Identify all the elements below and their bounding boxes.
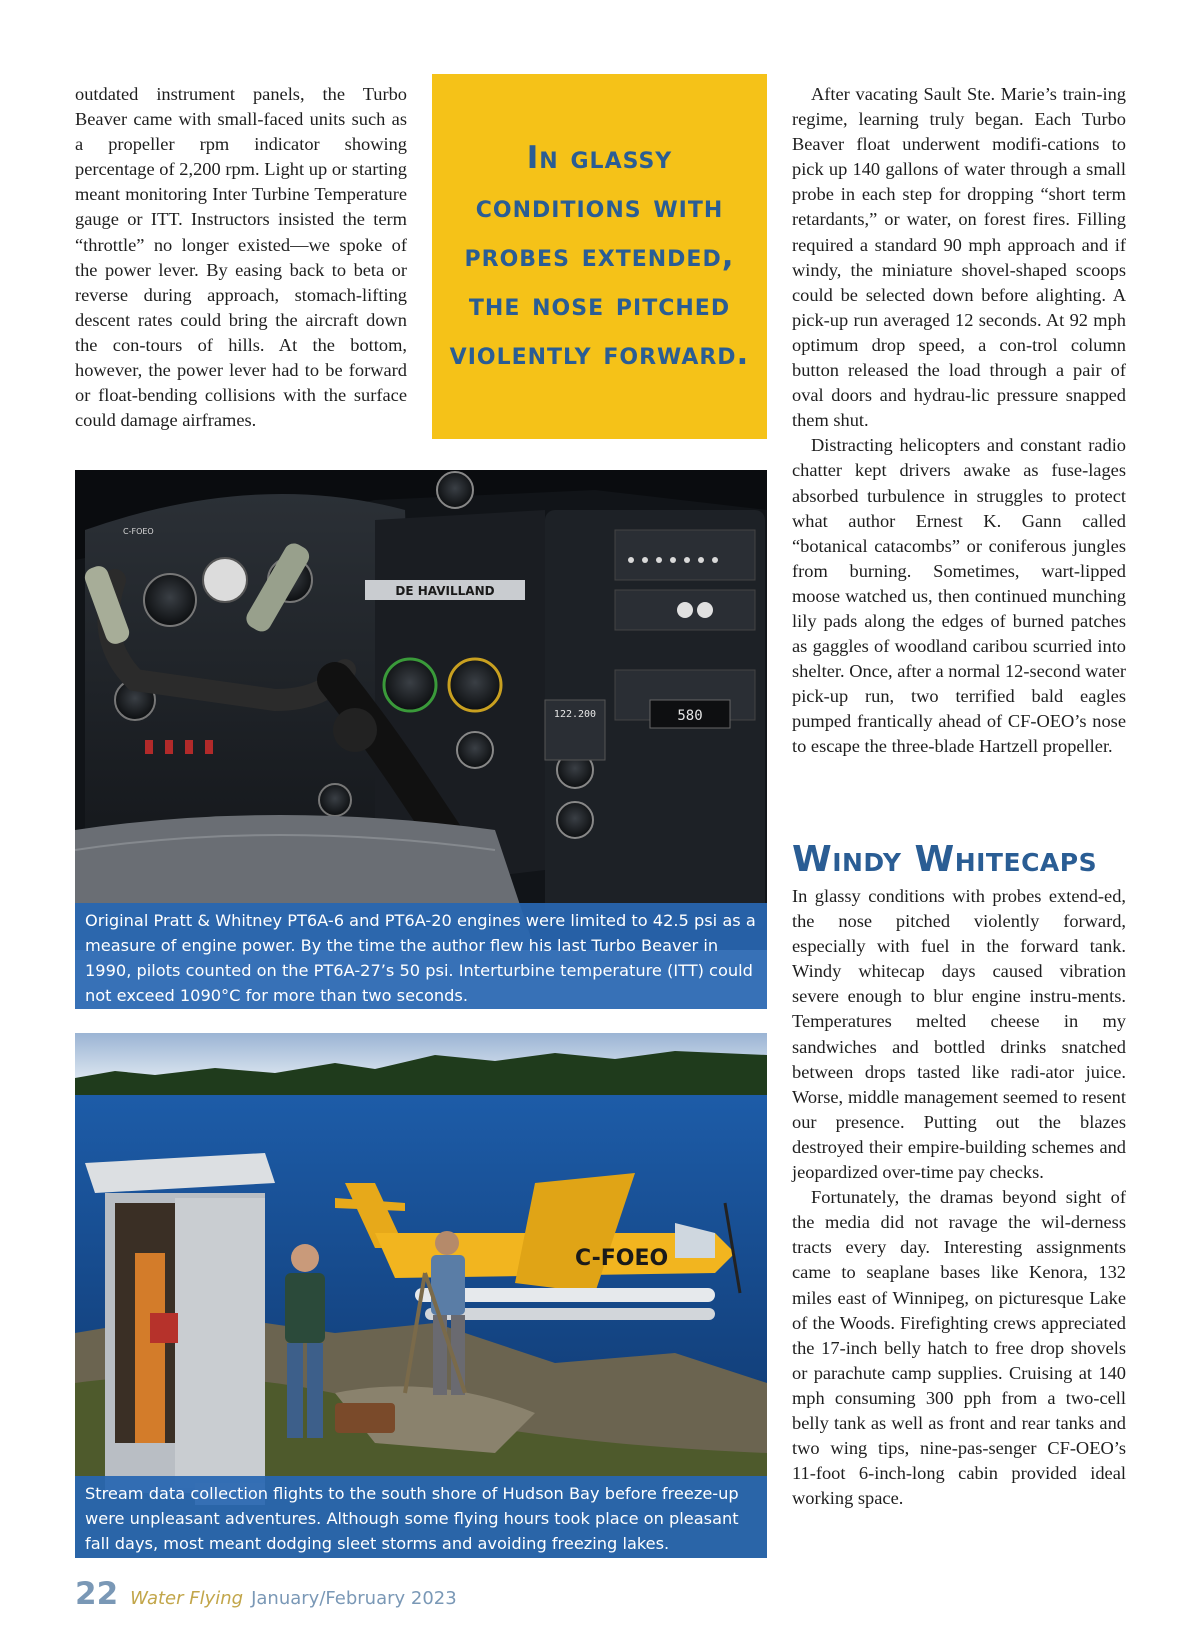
article-column-right-lower: [792, 884, 1126, 1511]
radio-frequency: 122.200: [553, 709, 597, 720]
paragraph: Distracting helicopters and constant radio chatter kept drivers awake as fuse-lages absorbed turbulence in struggles to protect what author Ernest K. Gann called “botanical catacombs” or coniferous jungles from burning. Sometimes, wart-lipped moose watched us, then continued munching lily pads along the edges of burned patches as gaggles of woodland caribou scurried into shelter. Once, after a normal 12-second water pick-up run, two terrified bald eagles pumped frantically ahead of CF-OEO’s nose to escape the three-blade Hartzell propeller.: [792, 435, 1126, 757]
transponder-code: 580: [677, 708, 703, 724]
issue-date: January/February 2023: [251, 1588, 457, 1609]
itt-gauge: [449, 659, 501, 711]
paragraph: Fortunately, the dramas beyond sight of the media did not ravage the wil-derness tracts every day. Interesting assignments came to seaplane bases like Kenora, 132 miles east of Winnipeg, on picturesque Lake of the Woods. Firefighting crews appreciated the 17-inch belly hatch to free drop shovels or parachute camp supplies. Cruising at 140 mph consuming 300 pph from a two-cell belly tank as well as front and rear tanks and two wing tips, nine-pas-senger CF-OEO’s 11-foot 6-inch-long cabin provided ideal working space.: [792, 1187, 1126, 1509]
cockpit-illustration: [75, 470, 767, 950]
article-column-left: [75, 82, 407, 433]
page-footer: [75, 1576, 457, 1612]
gauge: [144, 574, 196, 626]
section-heading: Windy Whitecaps: [792, 839, 1098, 880]
article-column-right: [792, 82, 1126, 760]
torque-gauge: [384, 659, 436, 711]
paragraph: After vacating Sault Ste. Marie’s train-ing regime, learning truly began. Each Turbo Beaver float underwent modifi-cations to pick up 140 gallons of water through a small probe in each step for dropping “short term retardants,” or water, on forest fires. Filling required a standard 90 mph approach and if windy, the miniature shovel-shaped scoops could be selected down before alighting. A pick-up run averaged 12 seconds. At 92 mph optimum drop speed, a con-trol column button released the load through a pair of oval doors and hydrau-lic pressure snapped them shut.: [792, 84, 1126, 431]
pull-quote-box: [432, 74, 767, 439]
gauge: [319, 784, 351, 816]
equipment-case: [335, 1403, 395, 1433]
page-number: 22: [75, 1576, 119, 1612]
cockpit-photo: [75, 470, 767, 950]
magazine-name: Water Flying: [130, 1588, 244, 1609]
compass: [437, 472, 473, 508]
photo-caption: Original Pratt & Whitney PT6A-6 and PT6A-20 engines were limited to 42.5 psi as a measure of engine power. By the time the author flew his last Turbo Beaver in 1990, pilots counted on the PT6A-27’s 50 psi. Interturbine temperature (ITT) could not exceed 1090°C for more than two seconds.: [75, 903, 767, 1009]
panel-brand-text: DE HAVILLAND: [395, 584, 495, 598]
pull-quote-text: In glassy conditions with probes extended, the nose pitched violently forward.: [449, 140, 750, 372]
paragraph: In glassy conditions with probes extend-ed, the nose pitched violently forward, especially with fuel in the forward tank. Windy whitecap days caused vibration severe enough to blur engine instru-ments. Temperatures melted cheese in my sandwiches and bottled drinks snatched between drops tasted like radi-ator juice. Worse, middle management seemed to resent our presence. Putting out the blazes destroyed their empire-building schemes and jeopardized over-time pay checks.: [792, 886, 1126, 1183]
gauge: [203, 558, 247, 602]
registration-placard: C-FOEO: [123, 527, 154, 536]
aluminum-shed: [85, 1153, 275, 1493]
aircraft-registration: C-FOEO: [575, 1246, 669, 1271]
paragraph: outdated instrument panels, the Turbo Beaver came with small-faced units such as a propeller rpm indicator showing percentage of 2,200 rpm. Light up or starting meant monitoring Inter Turbine Temperature gauge or ITT. Instructors insisted the term “throttle” no longer existed—we spoke of the power lever. By easing back to beta or reverse during approach, stomach-lifting descent rates could bring the aircraft down the con-tours of hills. At the bottom, however, the power lever had to be forward or float-bending collisions with the surface could damage airframes.: [75, 84, 407, 431]
photo-caption: Stream data collection flights to the south shore of Hudson Bay before freeze-up were unpleasant adventures. Although some flying hours took place on pleasant fall days, most meant dodging sleet storms and avoiding freezing lakes.: [75, 1476, 767, 1558]
gauge: [457, 732, 493, 768]
gauge: [557, 802, 593, 838]
